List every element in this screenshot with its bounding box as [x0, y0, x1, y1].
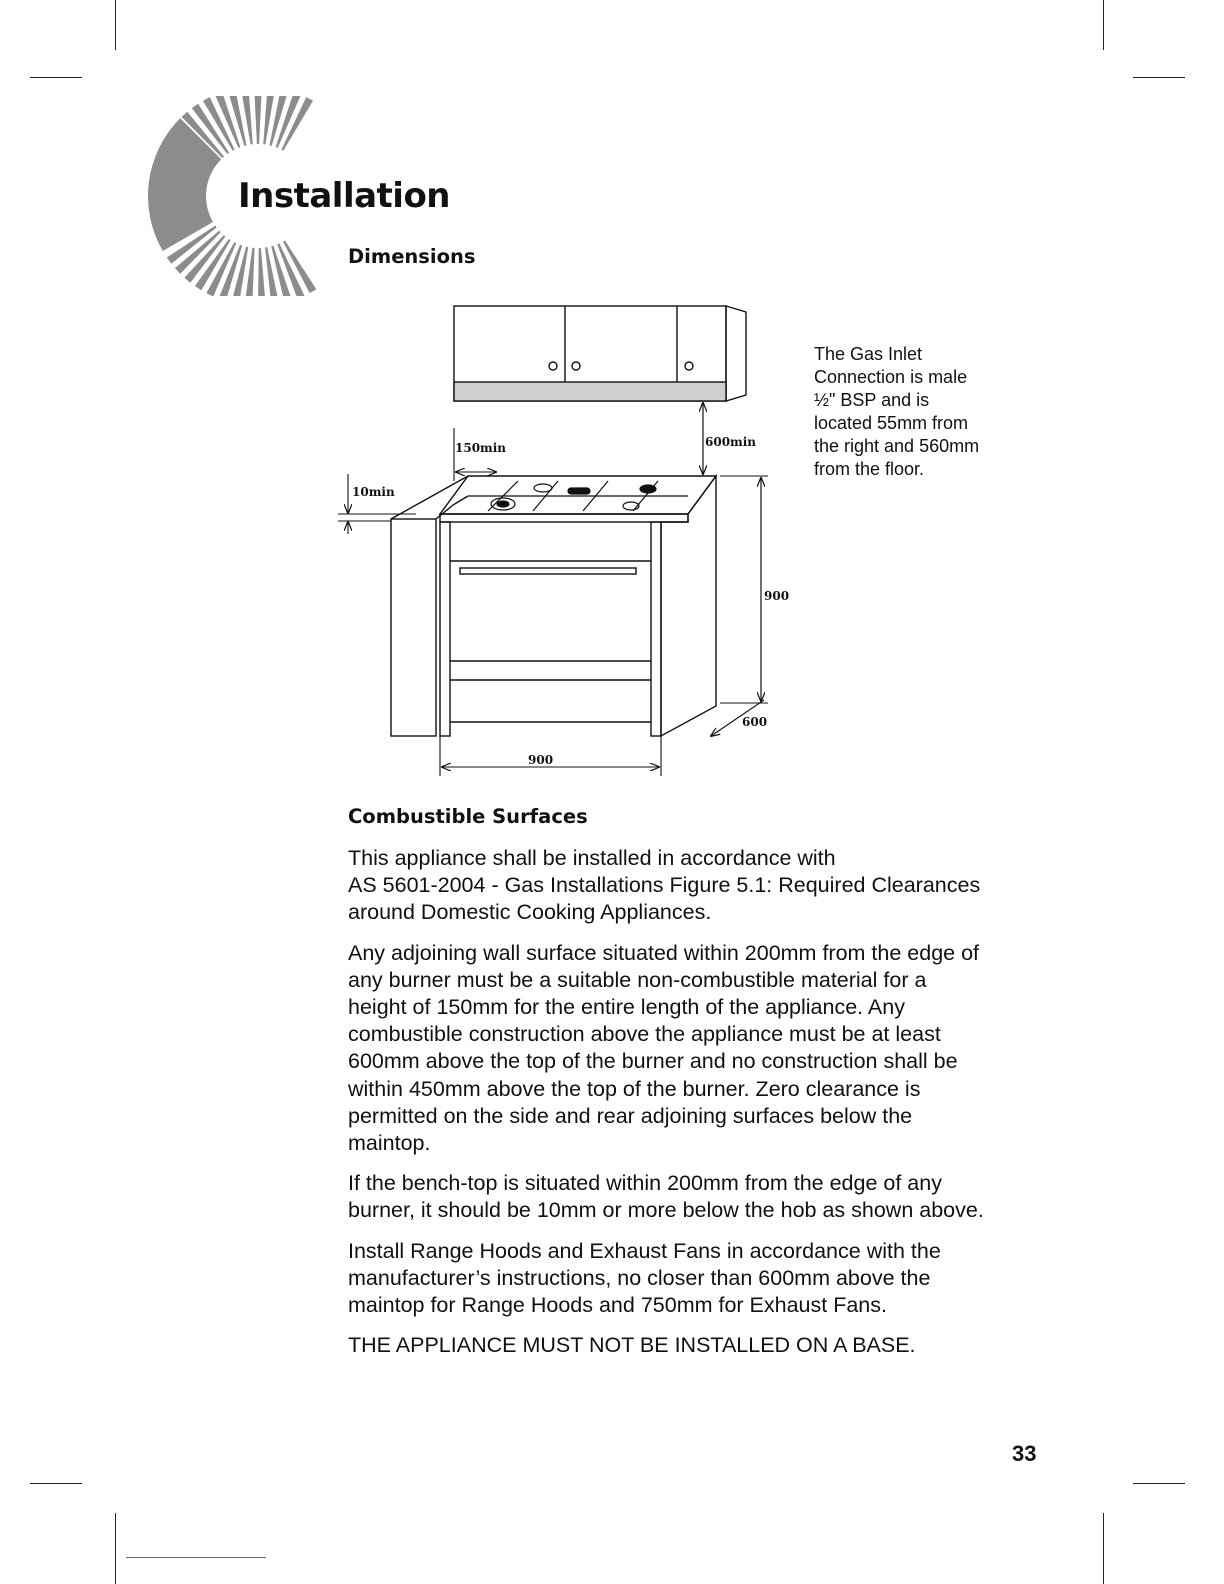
width-label: 900: [528, 753, 554, 767]
note-line: Connection is male: [814, 367, 968, 387]
note-line: ½" BSP and is: [814, 390, 930, 410]
crop-mark: [1103, 0, 1104, 50]
combustible-surfaces-heading: Combustible Surfaces: [348, 805, 588, 828]
paragraph: If the bench-top is situated within 200mm from the edge of any burner, it should be 10mm or more below the hob as shown above.: [348, 1171, 984, 1223]
bench-top: [391, 476, 468, 736]
crop-mark: [115, 1513, 116, 1584]
hood-clearance-label: 600min: [705, 435, 757, 449]
page-title: Installation: [238, 176, 451, 216]
logo-ray: [258, 248, 266, 296]
dimension-lines: [338, 402, 768, 776]
crop-mark: [115, 0, 116, 50]
crop-mark: [30, 1483, 82, 1484]
page-number: 33: [1012, 1441, 1037, 1466]
gas-inlet-note: [814, 343, 1024, 481]
side-gap-label: 150min: [455, 441, 507, 455]
cooker: [440, 476, 716, 736]
crop-mark: [1133, 77, 1185, 78]
paragraph: This appliance shall be installed in accordance with AS 5601-2004 - Gas Installations Figure 5.1: Required Clearances around Domestic Cooking Appliances.: [348, 846, 981, 925]
crop-mark: [1103, 1513, 1104, 1584]
logo-ray: [265, 247, 279, 296]
bench-drop-label: 10min: [352, 485, 395, 499]
note-line: located 55mm from: [814, 413, 969, 433]
note-line: The Gas Inlet: [814, 344, 923, 364]
height-label: 900: [764, 589, 790, 603]
combustible-surfaces-body: [348, 845, 1068, 1372]
logo-ray: [254, 96, 262, 144]
wall-cabinet: [454, 306, 746, 401]
crop-mark: [1133, 1483, 1185, 1484]
paragraph: Any adjoining wall surface situated within 200mm from the edge of any burner must be a suitable non-combustible material for a height of 150mm for the entire length of the appliance. Any combustible construction above the appliance must be at least 600mm above the top of the burner and no construction shall be within 450mm above the top of the burner. Zero clearance is permitted on the side and rear adjoining surfaces below the maintop.: [348, 940, 980, 1156]
depth-label: 600: [742, 715, 768, 729]
crop-mark: [30, 77, 82, 78]
footer-link-underline: [126, 1557, 266, 1558]
note-line: the right and 560mm: [814, 436, 980, 456]
warning-paragraph: THE APPLIANCE MUST NOT BE INSTALLED ON A BASE.: [348, 1333, 916, 1358]
note-line: from the floor.: [814, 459, 925, 479]
paragraph: Install Range Hoods and Exhaust Fans in accordance with the manufacturer’s instructions, no closer than 600mm above the maintop for Range Hoods and 750mm for Exhaust Fans.: [348, 1238, 941, 1318]
dimensions-diagram: [328, 296, 798, 786]
dimensions-heading: Dimensions: [348, 245, 476, 268]
